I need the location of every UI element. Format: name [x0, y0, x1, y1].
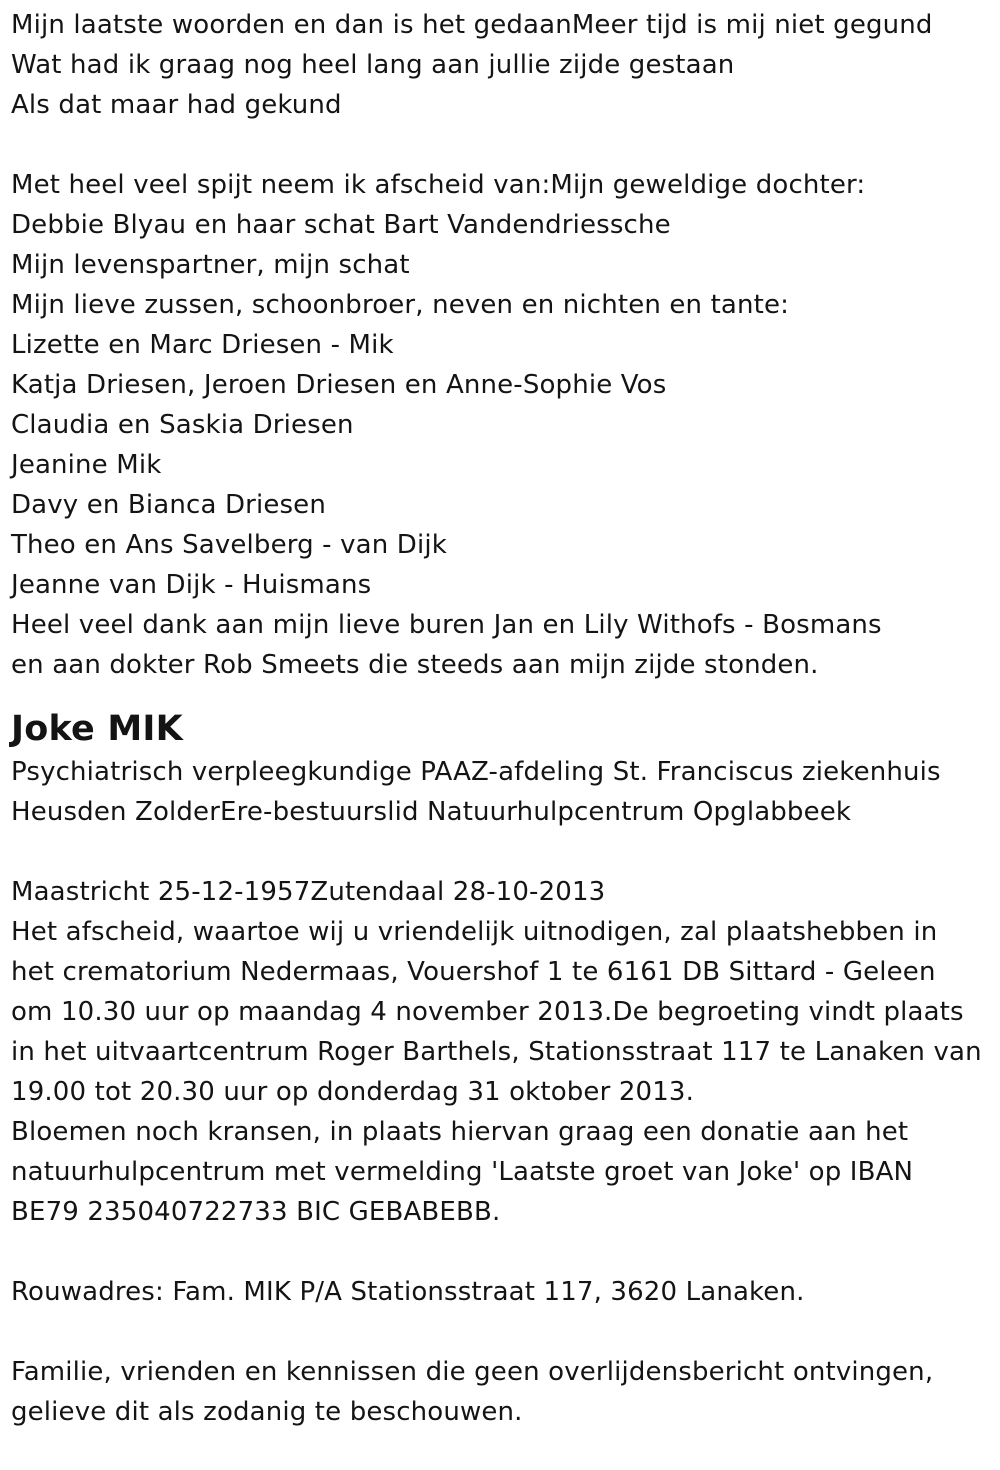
details-line: natuurhulpcentrum met vermelding 'Laatste groet van Joke' op IBAN	[11, 1157, 914, 1187]
poem-line: Wat had ik graag nog heel lang aan jullie zijde gestaan	[11, 50, 735, 80]
poem-line: Mijn laatste woorden en dan is het gedaanMeer tijd is mij niet gegund	[11, 10, 933, 40]
farewell-line: Jeanne van Dijk - Huismans	[11, 570, 372, 600]
profession-section	[11, 752, 996, 832]
details-line: 19.00 tot 20.30 uur op donderdag 31 oktober 2013.	[11, 1077, 695, 1107]
farewell-line: Met heel veel spijt neem ik afscheid van:Mijn geweldige dochter:	[11, 170, 866, 200]
farewell-section	[11, 165, 996, 685]
details-line: Bloemen noch kransen, in plaats hiervan graag een donatie aan het	[11, 1117, 909, 1147]
farewell-line: Claudia en Saskia Driesen	[11, 410, 354, 440]
farewell-line: Lizette en Marc Driesen - Mik	[11, 330, 394, 360]
obituary-document	[11, 5, 996, 1432]
spacer	[11, 1312, 996, 1352]
birth-death-dates: Maastricht 25-12-1957Zutendaal 28-10-2013	[11, 877, 606, 907]
poem-line: Als dat maar had gekund	[11, 90, 342, 120]
details-line: BE79 235040722733 BIC GEBABEBB.	[11, 1197, 501, 1227]
spacer	[11, 832, 996, 872]
farewell-line: en aan dokter Rob Smeets die steeds aan mijn zijde stonden.	[11, 650, 819, 680]
profession-line: Psychiatrisch verpleegkundige PAAZ-afdeling St. Franciscus ziekenhuis	[11, 757, 941, 787]
farewell-line: Jeanine Mik	[11, 450, 162, 480]
details-line: Het afscheid, waartoe wij u vriendelijk uitnodigen, zal plaatshebben in	[11, 917, 938, 947]
spacer	[11, 125, 996, 165]
farewell-line: Debbie Blyau en haar schat Bart Vandendriessche	[11, 210, 671, 240]
spacer	[11, 1232, 996, 1272]
farewell-line: Mijn lieve zussen, schoonbroer, neven en nichten en tante:	[11, 290, 790, 320]
farewell-line: Heel veel dank aan mijn lieve buren Jan en Lily Withofs - Bosmans	[11, 610, 882, 640]
farewell-line: Theo en Ans Savelberg - van Dijk	[11, 530, 447, 560]
closing-line: gelieve dit als zodanig te beschouwen.	[11, 1397, 523, 1427]
details-line: in het uitvaartcentrum Roger Barthels, Stationsstraat 117 te Lanaken van	[11, 1037, 982, 1067]
deceased-name: Joke MIK	[11, 709, 183, 749]
mourning-address: Rouwadres: Fam. MIK P/A Stationsstraat 117, 3620 Lanaken.	[11, 1277, 805, 1307]
farewell-line: Mijn levenspartner, mijn schat	[11, 250, 410, 280]
details-line: om 10.30 uur op maandag 4 november 2013.De begroeting vindt plaats	[11, 997, 964, 1027]
farewell-line: Katja Driesen, Jeroen Driesen en Anne-Sophie Vos	[11, 370, 667, 400]
poem-section	[11, 5, 996, 125]
details-line: het crematorium Nedermaas, Vouershof 1 te 6161 DB Sittard - Geleen	[11, 957, 936, 987]
closing-line: Familie, vrienden en kennissen die geen overlijdensbericht ontvingen,	[11, 1357, 934, 1387]
farewell-line: Davy en Bianca Driesen	[11, 490, 326, 520]
details-section	[11, 872, 996, 1232]
closing-section	[11, 1352, 996, 1432]
profession-line: Heusden ZolderEre-bestuurslid Natuurhulpcentrum Opglabbeek	[11, 797, 852, 827]
